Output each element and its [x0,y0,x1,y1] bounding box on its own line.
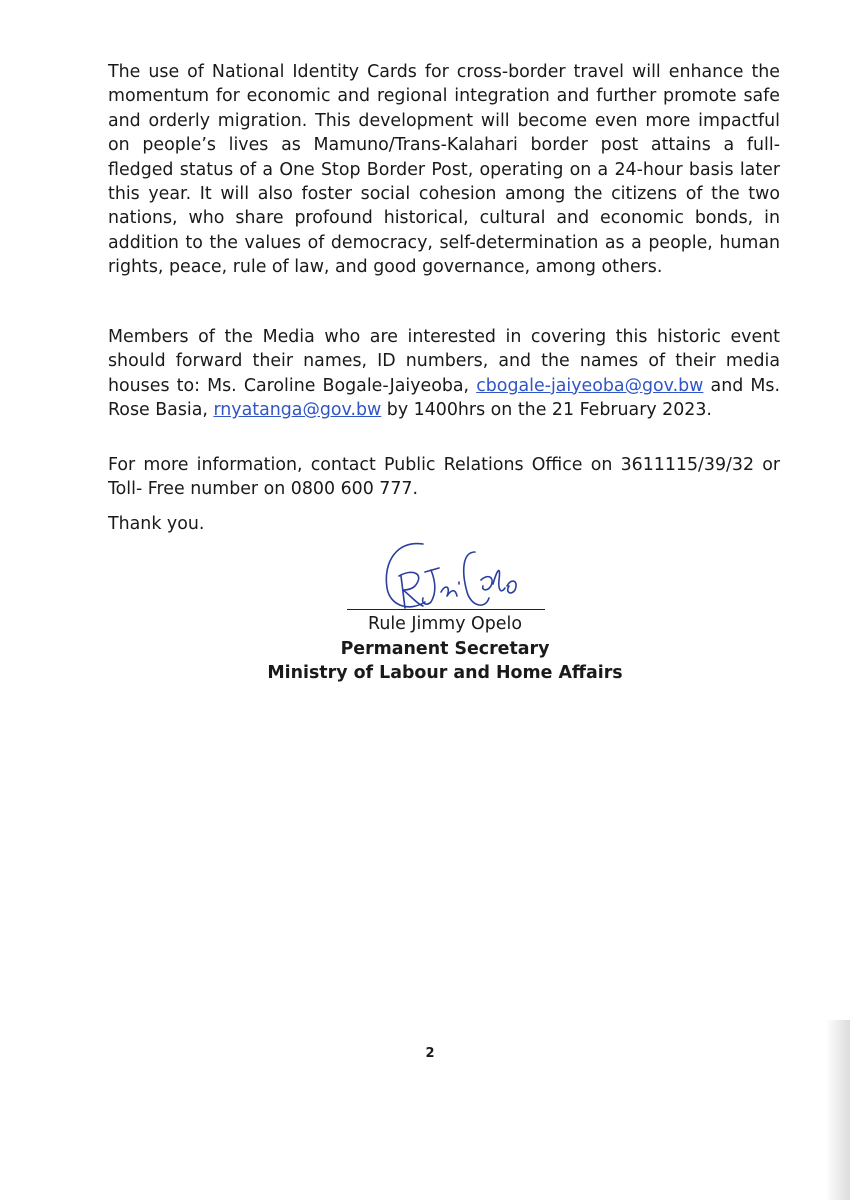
page-number: 2 [425,1046,435,1061]
handwritten-signature [335,540,555,620]
integration-paragraph: The use of National Identity Cards for cross-border travel will enhance the momentum for economic and regional integration and further promote safe and orderly migration. This development will become even more impactful on people’s lives as Mamuno/Trans-Kalahari border post attains a full-fledged status of a One Stop Border Post, operating on a 24-hour basis later this year. It will also foster social cohesion among the citizens of the two nations, who share profound historical, cultural and economic bonds, in addition to the values of democracy, self-determination as a people, human rights, peace, rule of law, and good governance, among others. [108,62,780,278]
contact-paragraph: For more information, contact Public Relations Office on 3611115/39/32 or Toll- Free number on 0800 600 777. [108,455,780,500]
scan-edge-shadow [826,1020,850,1200]
media-mid-text: and Ms. Rose Basia, [108,375,780,421]
email-link-rnyatanga[interactable]: rnyatanga@gov.bw [213,400,382,421]
media-paragraph [108,325,780,423]
signatory-name: Rule Jimmy Opelo [368,614,522,634]
signature-line [347,609,545,610]
signatory-title: Permanent Secretary [340,639,550,659]
signature-block [250,540,640,700]
media-deadline-text: by 1400hrs on the 21 February 2023. [386,400,712,421]
signatory-ministry: Ministry of Labour and Home Affairs [267,663,623,683]
email-link-cbogale[interactable]: cbogale-jaiyeoba@gov.bw [476,375,704,396]
closing-text: Thank you. [108,514,205,534]
media-intro-text: Members of the Media who are interested in covering this historic event should forward their names, ID numbers, and the names of their media houses to: Ms. Caroline Bogale-Jaiyeoba, [108,327,780,396]
